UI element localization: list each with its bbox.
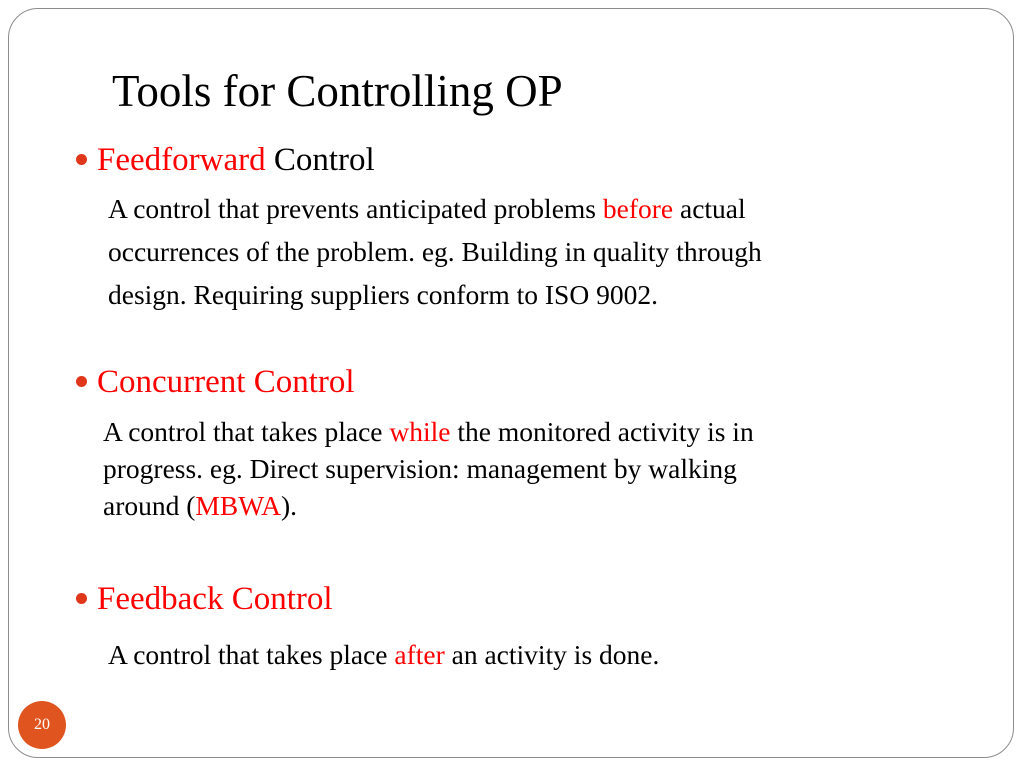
- bullet-dot-icon: [76, 593, 87, 604]
- line-text: occurrences of the problem. eg. Building in quality through: [108, 236, 762, 267]
- bullet-feedforward: [76, 140, 375, 180]
- heading-highlight: Concurrent Control: [97, 364, 355, 400]
- line-text: A control that takes place: [103, 416, 390, 447]
- description-line: [108, 636, 659, 673]
- line-text: A control that takes place: [108, 639, 395, 670]
- line-highlight: while: [389, 416, 451, 447]
- description-line: [108, 230, 762, 273]
- slide-title: Tools for Controlling OP: [112, 66, 563, 116]
- feedback-description: [108, 636, 659, 673]
- description-line: [103, 413, 754, 450]
- line-text: A control that prevents anticipated problems: [108, 193, 603, 224]
- line-text: an activity is done.: [444, 639, 660, 670]
- line-highlight: after: [394, 639, 445, 670]
- bullet-feedback: [76, 579, 333, 619]
- heading-highlight: Feedback Control: [97, 581, 333, 617]
- feedforward-description: [108, 187, 762, 316]
- concurrent-description: [103, 413, 754, 524]
- heading-highlight: Feedforward: [97, 142, 266, 178]
- line-text: actual: [673, 193, 746, 224]
- line-text: around (: [103, 490, 196, 521]
- description-line: [103, 487, 754, 524]
- line-highlight: before: [602, 193, 674, 224]
- line-highlight: MBWA: [195, 490, 281, 521]
- line-text: ).: [280, 490, 298, 521]
- description-line: [103, 450, 754, 487]
- bullet-dot-icon: [76, 154, 87, 165]
- heading-rest: Control: [273, 142, 375, 178]
- line-text: progress. eg. Direct supervision: management by walking: [103, 453, 737, 484]
- bullet-concurrent: [76, 362, 355, 402]
- description-line: [108, 187, 762, 230]
- description-line: [108, 273, 762, 316]
- page-number-badge: 20: [18, 701, 66, 749]
- line-text: the monitored activity is in: [450, 416, 754, 447]
- line-text: design. Requiring suppliers conform to ISO 9002.: [108, 279, 658, 310]
- bullet-dot-icon: [76, 376, 87, 387]
